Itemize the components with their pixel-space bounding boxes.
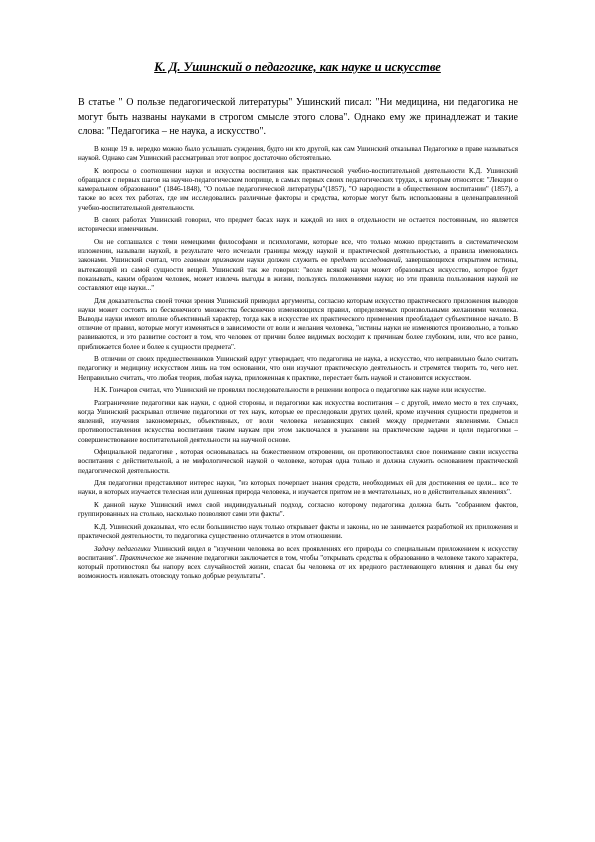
body-paragraph: К вопросы о соотношении науки и искусства воспитания как практической учебно-воспитательной деятельности К.Д. Ушинский обращался с первых шагов на научно-педагогическом поприще, в самых первых своих педагогических трудах, к которым относятся: "Лекции о камеральном образовании" (1846-1848), "О пользе педагогической литературы"(1857), "О народности в общественном воспитании" (1857), а также во всех тех работах, где им исследовались различные факторы и средства, которые могут быть использованы в целенаправленной учебно-воспитательной деятельности. xyxy=(78,166,518,212)
body-paragraph: Для доказательства своей точки зрения Ушинский приводил аргументы, согласно которым искусство практического приложения выводов науки может состоять из бесконечного множества бесконечно изменяющихся правил, определяемых произвольными желаниями человека. Выводы науки имеют вполне объективный характер, тогда как в искусстве их практического применения преобладает субъективное начало. В отличие от правил, которые могут изменяться в зависимости от воли и желания человека, "истины науки не изменяются произвольно, а только развиваются, и это развитие состоит в том, что человек от причин более видимых восходит к причинам более глубоким, или, что все равно, приближается более и более к сущности предмета". xyxy=(78,296,518,351)
text-run: Ушинский видел в "изучении человека во всех проявлениях его природы со специальным приложением к искусству воспитания". xyxy=(78,544,519,562)
body-paragraph: Для педагогики представляют интерес науки, "из которых почерпает знания средств, необходимых ей для достижения ее цели... все те науки, в которых изучается телесная или душевная природа человека, и изучается притом не в мечтательных, но в действительных явлениях". xyxy=(78,479,518,497)
body-paragraph: К данной науке Ушинский имел свой индивидуальный подход, согласно которому педагогика должна быть "собранием фактов, группированных на столько, насколько позволяют сами эти факты". xyxy=(78,501,518,519)
body-paragraph: Официальной педагогике , которая основывалась на божественном откровении, он противопоставлял свое понимание связи искусства воспитания с действительной, а не мифологической наукой о человеке, которая одна только и должна служить основанием практической педагогической деятельности. xyxy=(78,448,518,475)
body-paragraph: В своих работах Ушинский говорил, что предмет басах наук и каждой из них в отдельности не остается постоянным, но является исторически изменчивым. xyxy=(78,216,518,234)
body-paragraph: В конце 19 в. нередко можно было услышать суждения, будто ни кто другой, как сам Ушинский отказывал Педагогике в праве называться наукой. Однако сам Ушинский рассматривал этот вопрос достаточно обстоятельно. xyxy=(78,145,518,163)
text-run: , завершающихся открытием истины, вытекающей из самой сущности вещей. Ушинский так же говорил: "возле всякой науки может образоваться искусство, которое будет показывать, каким образом человек, может извлечь выгоды в жизни, пользуясь положениями науки; но эти правила пользования наукой не составляют еще науки..." xyxy=(78,256,518,293)
body-paragraph: В отличии от своих предшественников Ушинский вдруг утверждает, что педагогика не наука, а искусство, что неправильно было считать педагогику и медицину искусством лишь на том основании, что они изучают практическую деятельность и стремятся творить то, чего нет. Неправильно считать, что любая теория, любая наука, приложенная к практике, перестает быть наукой и становится искусством. xyxy=(78,355,518,382)
emphasis-text: предмет исследований xyxy=(330,256,401,265)
body-paragraph xyxy=(78,238,518,293)
emphasis-text: главным признаком xyxy=(183,256,244,265)
body-paragraph: Н.К. Гончаров считал, что Ушинский не проявлял последовательности в решении вопроса о педагогике как науке или искусстве. xyxy=(94,386,486,395)
emphasis-text: Задачу педагогики xyxy=(94,544,151,553)
body-paragraph: К.Д. Ушинский доказывал, что если большинство наук только открывает факты и законы, но не занимается разработкой их приложения и практической деятельности, то педагогика существенно отличается в этом отношении. xyxy=(78,522,518,541)
document-title: К. Д. Ушинский о педагогике, как науке и искусстве xyxy=(154,60,441,74)
emphasis-text: Практическое xyxy=(119,553,164,562)
body-paragraph xyxy=(78,545,518,582)
text-run: Он не соглашался с теми немецкими философами и психологами, которые все, что только можно представить в систематическом изложении, называли наукой, в результате чего исчезали границы между наукой и практической деятельностью, а правила именовались законами. Ушинский считал, что xyxy=(78,238,518,265)
text-run: же значение педагогики заключается в том, чтобы "открывать средства к образованию в человеке такого характера, который противостоял бы напору всех случайностей жизни, спасал бы человека от их вредного растлевающего влияния и давал бы ему возможность извлекать отовсюду только добрые результаты". xyxy=(78,553,518,581)
intro-paragraph: В статье " О пользе педагогической литературы" Ушинский писал: "Ни медицина, ни педагогика не могут быть названы науками в строгом смысле этого слова". Однако ему же принадлежат и такие слова: "Педагогика – не наука, а искусство". xyxy=(78,97,518,138)
body-paragraph: Разграничение педагогики как науки, с одной стороны, и педагогики как искусства воспитания – с другой, имело место в тех случаях, когда Ушинский раскрывал отличие педагогики от тех наук, которые ее преследовали других целей, кроме изучения сущности предметов и явлений, изучения закономерных, объективных, от воли человека независящих связей между предметами явлениями. Смысл противопоставления искусства воспитания таким наукам при этом заключался в указании на практические задачи и цели педагогики – совершенствование воспитательной деятельности на научной основе. xyxy=(78,398,518,444)
document-body xyxy=(78,145,518,585)
text-run: науки должен служить ее xyxy=(243,256,331,265)
